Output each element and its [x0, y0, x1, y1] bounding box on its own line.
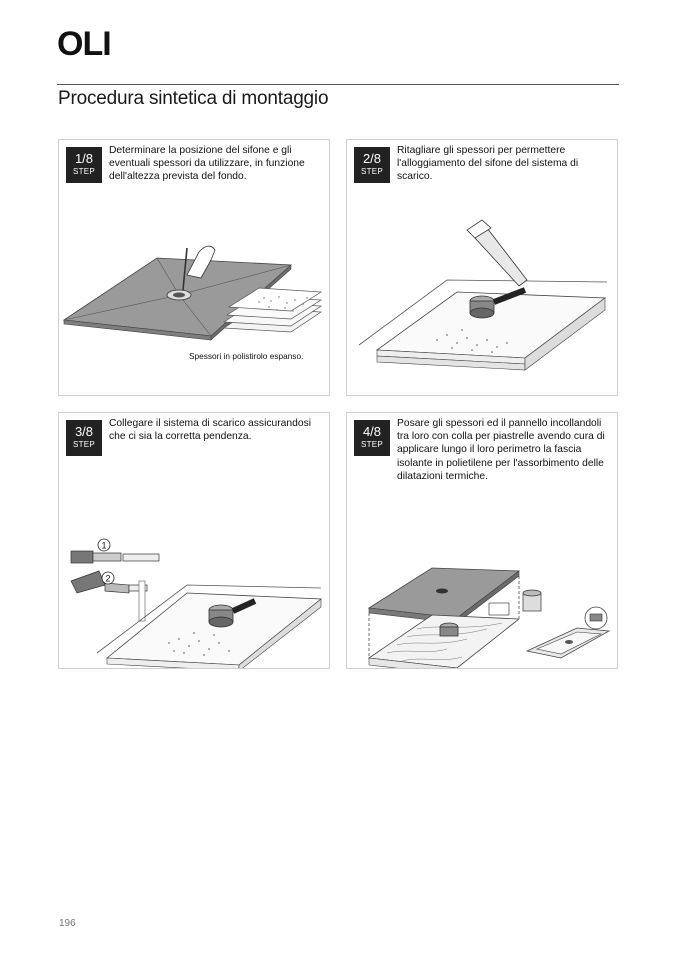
- step-card-2: [346, 139, 618, 396]
- step-4-description: Posare gli spessori ed il pannello incollandoli tra loro con colla per piastrelle avendo cura di applicare lungo il loro perimetro la fascia isolante in polietilene per l'assorbimento delle dilatazioni termiche.: [397, 418, 605, 482]
- marker-1-label: 1: [101, 540, 107, 551]
- step-label: STEP: [360, 167, 384, 176]
- oli-logo: [57, 26, 127, 60]
- page-title: Procedura sintetica di montaggio: [58, 88, 329, 109]
- header-divider: [57, 84, 619, 85]
- step-number: 3/8: [74, 424, 94, 439]
- step-badge-2: [354, 147, 390, 183]
- step-1-caption: Spessori in polistirolo espanso.: [189, 351, 304, 361]
- step-card-3: [58, 412, 330, 669]
- step-3-description: Collegare il sistema di scarico assicurandosi che ci sia la corretta pendenza.: [109, 418, 312, 443]
- step-label: STEP: [360, 440, 384, 449]
- step-badge-4: [354, 420, 390, 456]
- step-card-1: [58, 139, 330, 396]
- page-number: 196: [59, 918, 76, 929]
- step-1-description: Determinare la posizione del sifone e gli eventuali spessori da utilizzare, in funzione dell'altezza prevista del fondo.: [109, 145, 305, 183]
- step-card-4: [346, 412, 618, 669]
- step-number: 2/8: [362, 151, 382, 166]
- step-badge-3: [66, 420, 102, 456]
- step-2-description: Ritagliare gli spessori per permettere l'alloggiamento del sifone del sistema di scarico.: [397, 145, 579, 183]
- step-badge-1: [66, 147, 102, 183]
- logo-text: OLI: [57, 26, 111, 60]
- marker-2-label: 2: [105, 573, 111, 584]
- pipe-parts: [71, 551, 159, 621]
- step-number: 1/8: [74, 151, 94, 166]
- saw-icon: [467, 220, 527, 286]
- step-number: 4/8: [362, 424, 382, 439]
- step-label: STEP: [72, 167, 96, 176]
- step-label: STEP: [72, 440, 96, 449]
